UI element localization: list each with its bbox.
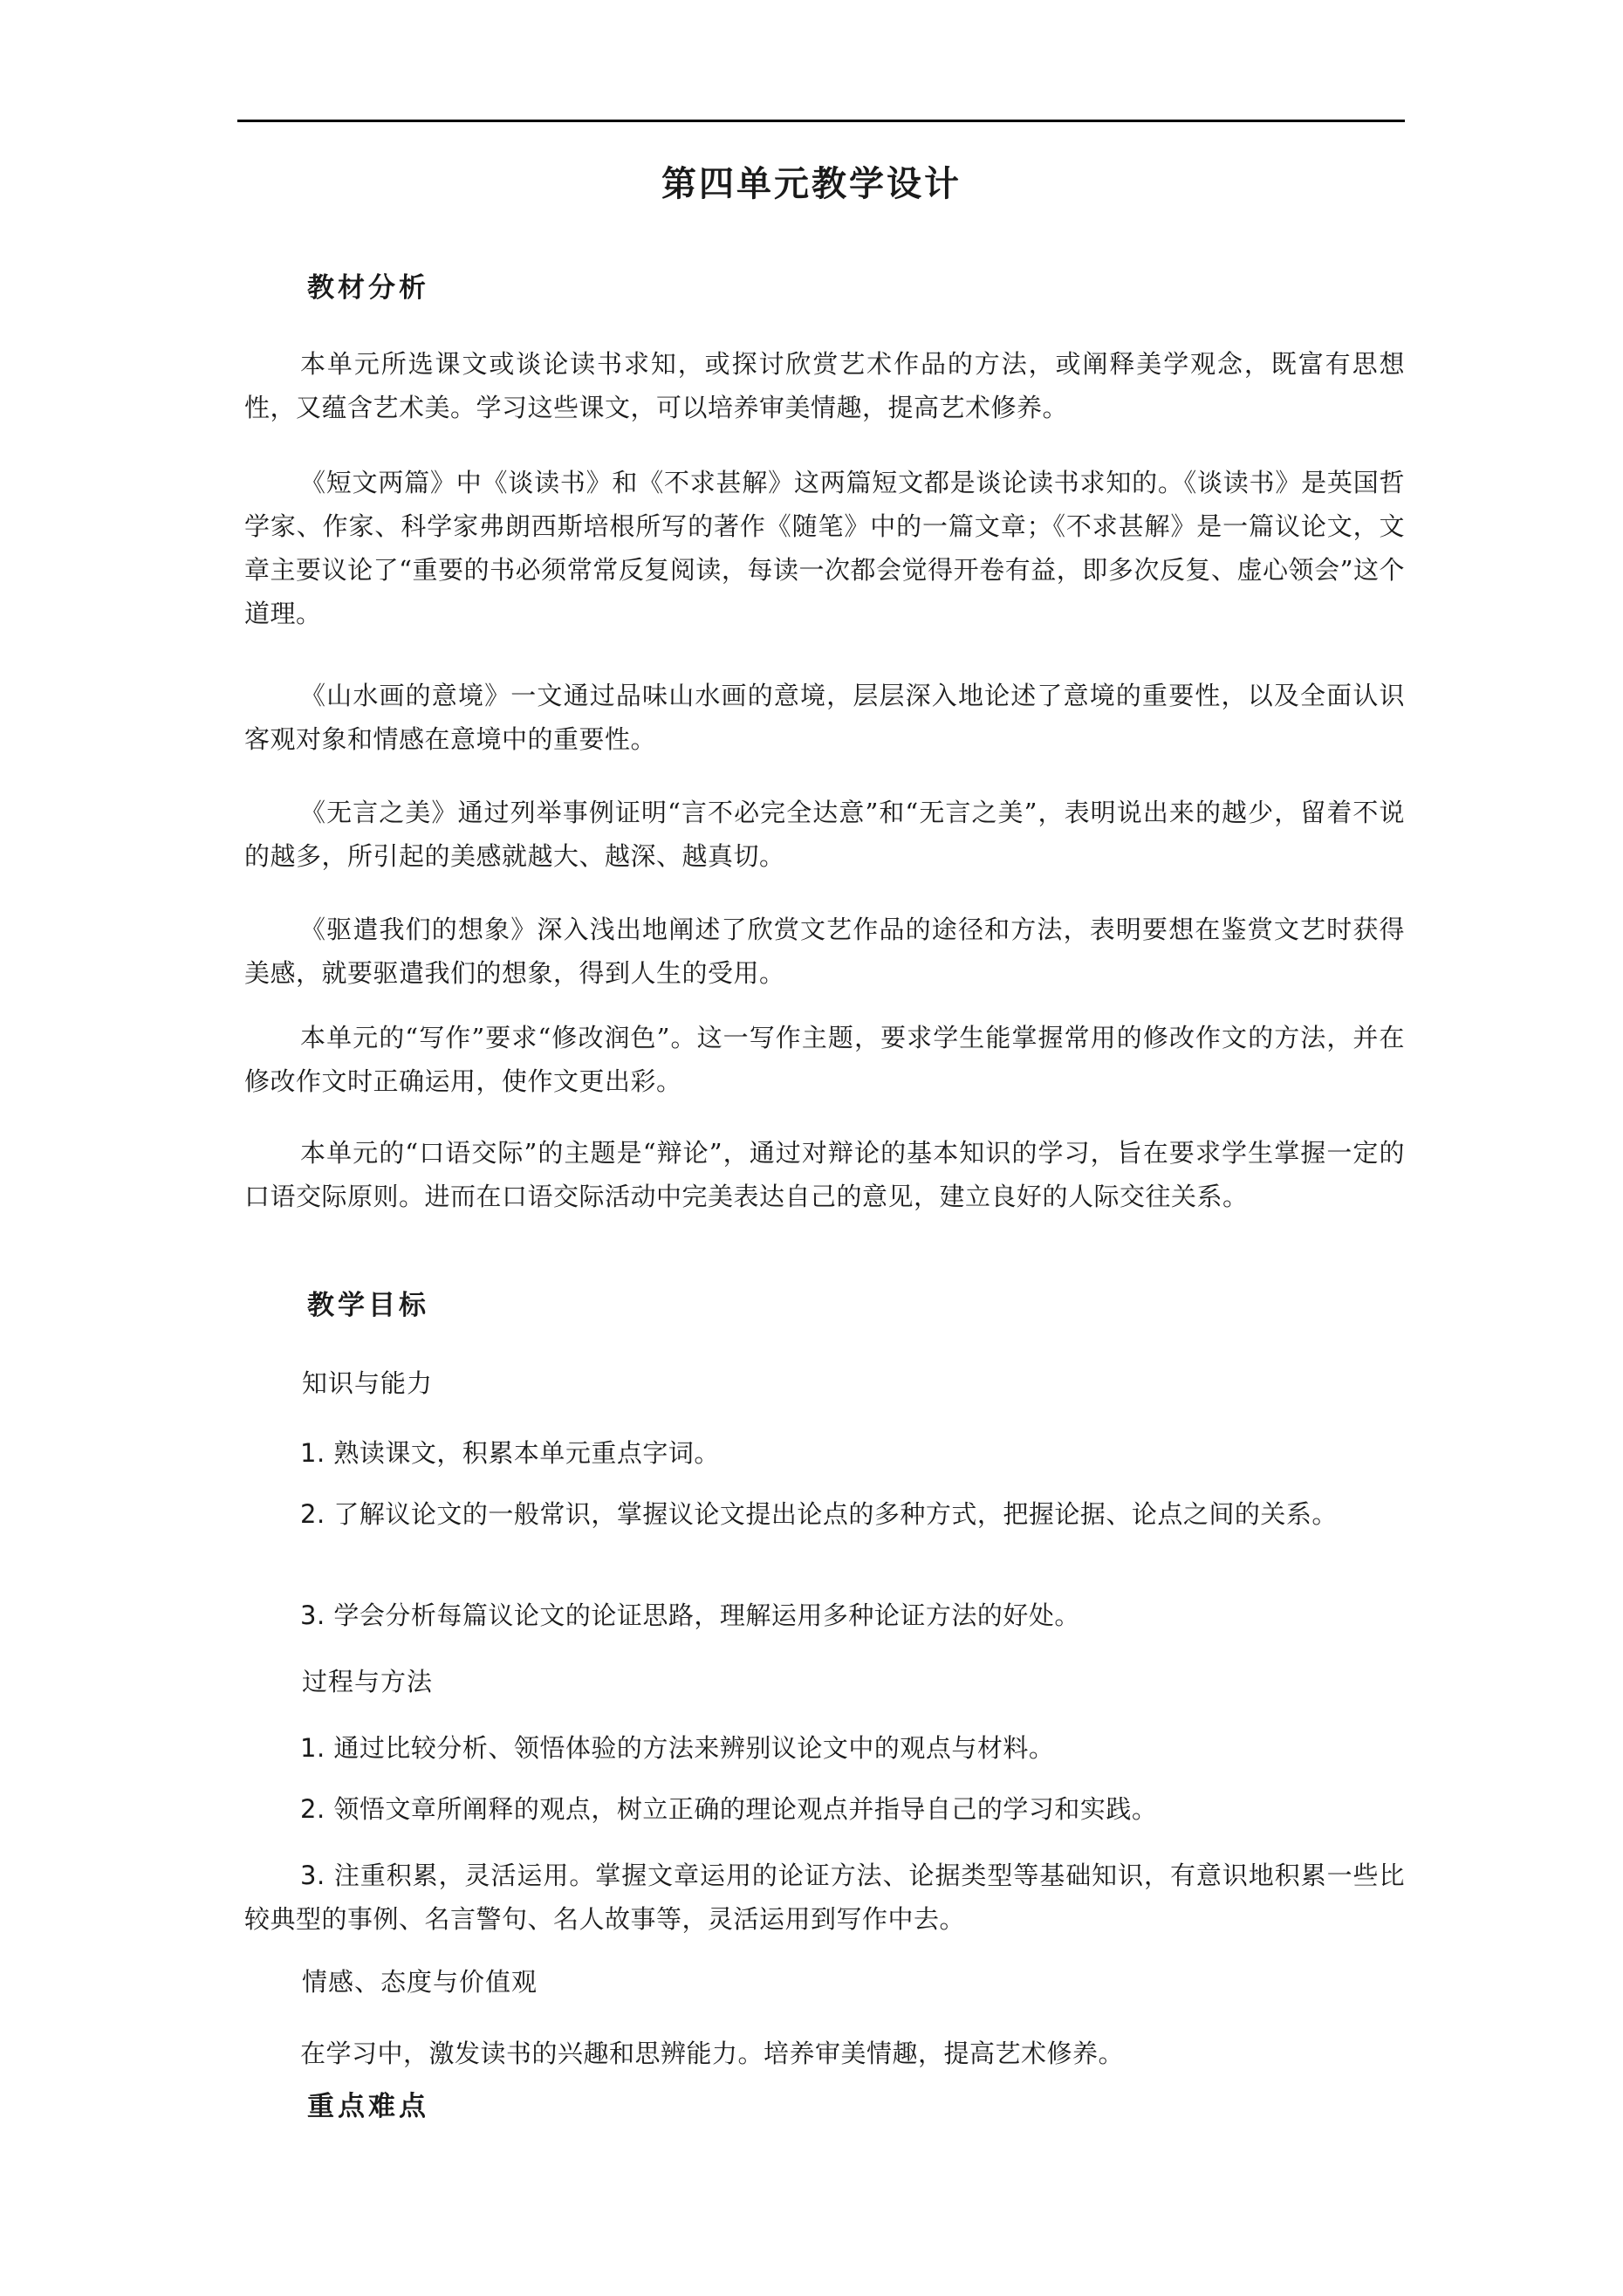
paragraph-imagination: 《驱遣我们的想象》深入浅出地阐述了欣赏文艺作品的途径和方法，表明要想在鉴赏文艺时获得美感，就要驱遣我们的想象，得到人生的受用。 [244, 915, 1405, 988]
subheading-process-method: 过程与方法 [302, 1667, 434, 1696]
list-item: 3. 学会分析每篇议论文的论证思路，理解运用多种论证方法的好处。 [300, 1600, 1080, 1630]
paragraph-values: 在学习中，激发读书的兴趣和思辨能力。培养审美情趣，提高艺术修养。 [300, 2039, 1125, 2068]
section-heading-key-points: 重点难点 [307, 2091, 429, 2122]
list-item: 3. 注重积累，灵活运用。掌握文章运用的论证方法、论据类型等基础知识，有意识地积累一些比较典型的事例、名言警句、名人故事等，灵活运用到写作中去。 [244, 1861, 1405, 1934]
paragraph-short-essays: 《短文两篇》中《谈读书》和《不求甚解》这两篇短文都是谈论读书求知的。《谈读书》是英国哲学家、作家、科学家弗朗西斯培根所写的著作《随笔》中的一篇文章；《不求甚解》是一篇议论文，文章主要议论了“重要的书必须常常反复阅读，每读一次都会觉得开卷有益，即多次反复、虚心领会”这个道理。 [244, 468, 1405, 628]
subheading-knowledge-ability: 知识与能力 [302, 1368, 434, 1398]
section-heading-textbook-analysis: 教材分析 [307, 272, 429, 304]
list-item: 1. 通过比较分析、领悟体验的方法来辨别议论文中的观点与材料。 [300, 1733, 1055, 1763]
subheading-emotion-values: 情感、态度与价值观 [302, 1967, 538, 1997]
header-rule [237, 120, 1405, 122]
paragraph-oral-communication: 本单元的“口语交际”的主题是“辩论”，通过对辩论的基本知识的学习，旨在要求学生掌握一定的口语交际原则。进而在口语交际活动中完美表达自己的意见，建立良好的人际交往关系。 [244, 1138, 1405, 1211]
list-item: 1. 熟读课文，积累本单元重点字词。 [300, 1438, 720, 1468]
paragraph-writing: 本单元的“写作”要求“修改润色”。这一写作主题，要求学生能掌握常用的修改作文的方法，并在修改作文时正确运用，使作文更出彩。 [244, 1023, 1405, 1096]
section-heading-teaching-goals: 教学目标 [307, 1290, 429, 1321]
list-item: 2. 了解议论文的一般常识，掌握议论文提出论点的多种方式，把握论据、论点之间的关系。 [300, 1499, 1338, 1529]
paragraph-landscape-painting: 《山水画的意境》一文通过品味山水画的意境，层层深入地论述了意境的重要性，以及全面认识客观对象和情感在意境中的重要性。 [244, 681, 1405, 754]
page-title: 第四单元教学设计 [661, 164, 962, 204]
paragraph-unit-overview: 本单元所选课文或谈论读书求知，或探讨欣赏艺术作品的方法，或阐释美学观念，既富有思想性，又蕴含艺术美。学习这些课文，可以培养审美情趣，提高艺术修养。 [244, 349, 1405, 422]
paragraph-silent-beauty: 《无言之美》通过列举事例证明“言不必完全达意”和“无言之美”，表明说出来的越少，留着不说的越多，所引起的美感就越大、越深、越真切。 [244, 798, 1405, 871]
list-item: 2. 领悟文章所阐释的观点，树立正确的理论观点并指导自己的学习和实践。 [300, 1794, 1158, 1824]
